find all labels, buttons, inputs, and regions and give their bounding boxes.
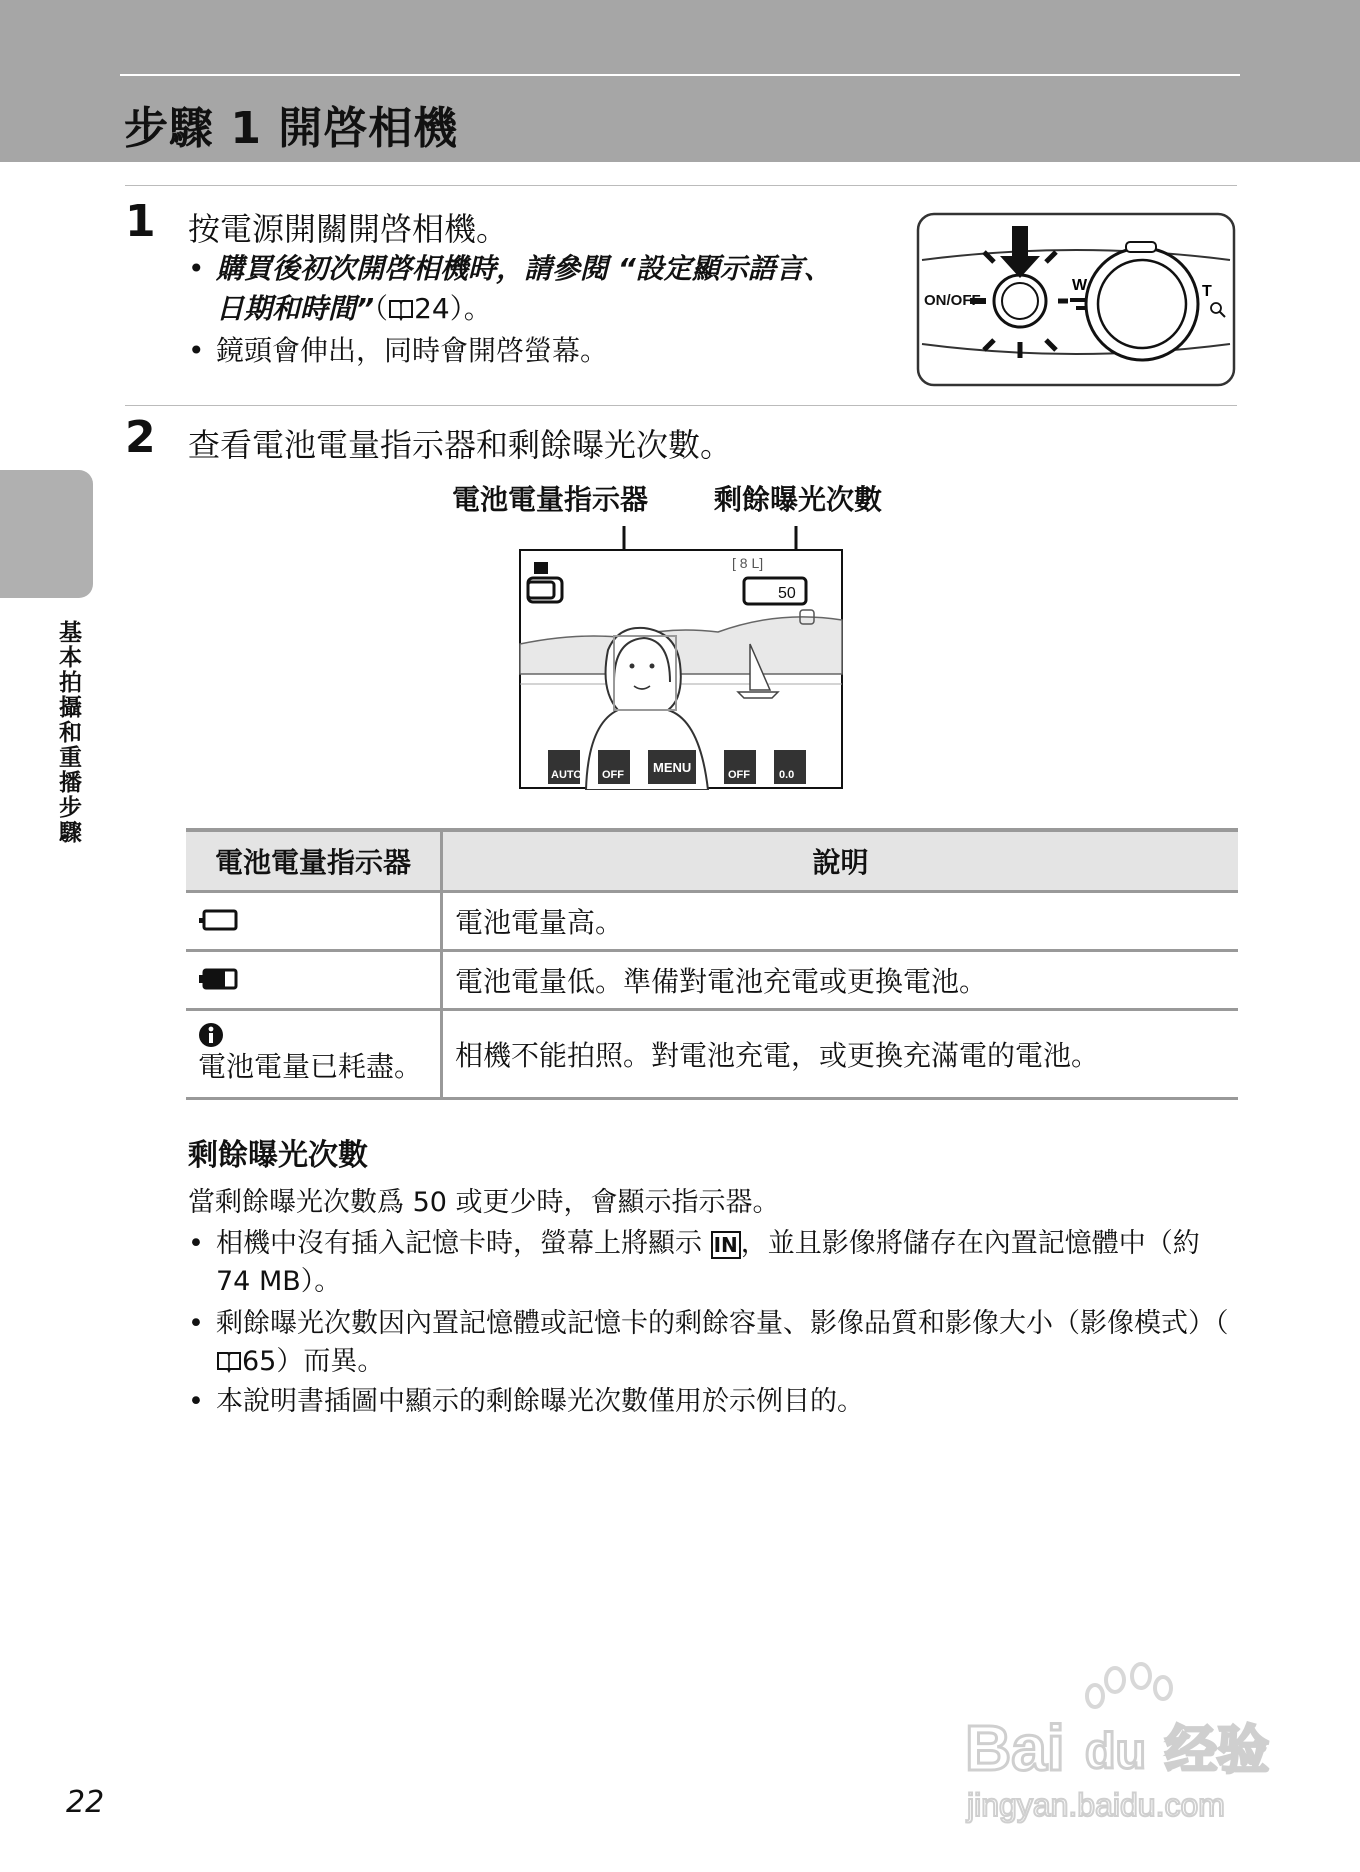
camera-mode-icon [534,562,548,574]
side-tab-label: 基本拍攝和重播步驟 [55,620,81,845]
bullet-emphasis: 日期和時間” [216,292,375,325]
watermark-url: jingyan.baidu.com [967,1787,1225,1823]
baidu-watermark [965,1660,1295,1830]
table-row [186,892,1238,951]
paragraph: 當剩餘曝光次數爲 50 或更少時，會顯示指示器。 [188,1187,780,1218]
table-row [186,1010,1238,1099]
watermark-brand: Bai [965,1712,1065,1784]
flash-mode-label: AUTO [551,769,582,781]
step-number: 2 [125,412,156,463]
camera-screen-illustration [518,514,844,790]
power-label: ON/OFF [924,292,981,309]
table-header-row [186,830,1238,892]
section-heading: 剩餘曝光次數 [188,1138,368,1173]
list-item: • 相機中沒有插入記憶卡時，螢幕上將顯示 IN ，並且影像將儲存在內置記憶體中（約 74 MB）。 [188,1228,1200,1297]
step-title: 查看電池電量指示器和剩餘曝光次數。 [188,426,733,464]
info-icon [198,1022,224,1048]
macro-mode-label: OFF [728,769,750,781]
book-reference-icon [388,297,414,321]
list-item: • 本說明書插圖中顯示的剩餘曝光次數僅用於示例目的。 [188,1386,864,1417]
table-row [186,951,1238,1010]
battery-indicator-callout: 電池電量指示器 [452,483,649,516]
page-number: 22 [66,1785,105,1820]
exposure-comp-label: 0.0 [779,769,795,781]
svg-text:[ 8 L]: [ 8 L] [732,555,764,571]
step-title: 按電源開關開啓相機。 [188,210,509,248]
step-number: 1 [125,196,156,247]
table-cell: 電池電量已耗盡。 [198,1050,423,1083]
camera-top-illustration [916,212,1236,387]
zoom-t-label: T [1202,283,1212,300]
list-item-continuation: 日期和時間”（ 24）。 [216,292,492,325]
table-header: 說明 [442,830,1239,892]
chapter-header [0,0,1360,162]
book-reference-icon [216,1349,242,1373]
header-divider [120,74,1240,76]
exposures-callout: 剩餘曝光次數 [714,483,883,516]
page-title: 步驟 1 開啓相機 [124,103,459,154]
battery-indicator-table [186,828,1238,1100]
internal-memory-icon: IN [711,1231,741,1259]
table-cell: 相機不能拍照。對電池充電，或更換充滿電的電池。 [442,1010,1239,1099]
exposure-count: 50 [778,585,796,602]
battery-full-icon [528,582,554,598]
watermark-cn: 经验 [1165,1721,1270,1781]
watermark-brand-du: du [1085,1723,1147,1779]
self-timer-label: OFF [602,769,624,781]
divider [125,405,1237,406]
zoom-w-label: W [1072,277,1088,294]
list-item: • 剩餘曝光次數因內置記憶體或記憶卡的剩餘容量、影像品質和影像大小（影像模式）（65）而異。 [188,1308,1229,1377]
table-cell: 電池電量高。 [442,892,1239,951]
divider [125,185,1237,186]
battery-low-icon [198,968,238,990]
side-tab [0,470,93,598]
table-cell: 電池電量低。準備對電池充電或更換電池。 [442,951,1239,1010]
battery-full-icon [198,909,238,931]
menu-label: MENU [653,760,692,775]
table-header: 電池電量指示器 [186,830,442,892]
bullet-emphasis: 購買後初次開啓相機時，請參閱 “設定顯示語言、 [216,252,832,285]
